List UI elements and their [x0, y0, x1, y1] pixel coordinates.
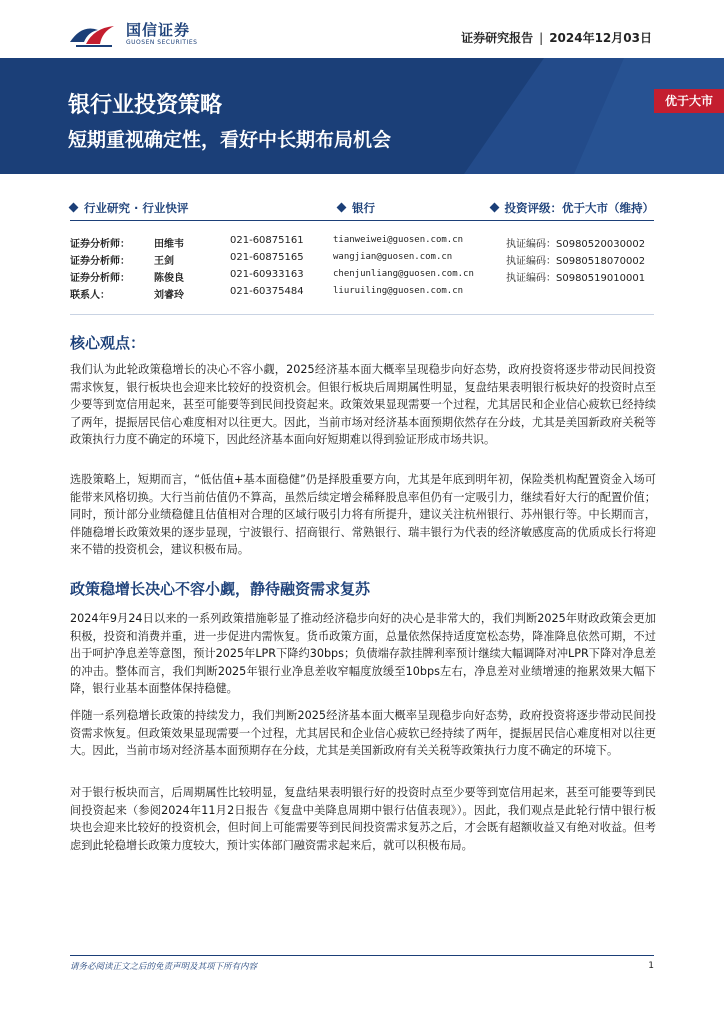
policy-paragraph-1: 2024年9月24日以来的一系列政策措施彰显了推动经济稳步向好的决心是非常大的，我们判断2025年财政政策会更加积极，投资和消费并重，进一步促进内需恢复。货币政策方面，总量依然保持适度宽松态势，降准降息依然可期，不过出于呵护净息差等意图，预计2025年LPR下降约30bps；负债端存款挂牌利率预计继续大幅调降对冲LPR下降对净息差的冲击。整体而言，我们判断2025年银行业净息差收窄幅度放缓至10bps左右，净息差对业绩增速的拖累效果大幅下降，银行业基本面整体保持稳健。	[70, 612, 656, 695]
rating-badge: 优于大市	[654, 89, 724, 113]
analyst-phone: 021-60933163	[230, 269, 304, 280]
policy-paragraph-3: 对于银行板块而言，后周期属性比较明显，复盘结果表明银行好的投资时点至少要等到宽信用起来，甚至可能要等到民间投资起来（参阅2024年11月2日报告《复盘中美降息周期中银行估值表现》）。因此，我们观点是此轮行情中银行板块也会迎来比较好的投资机会，但时间上可能需要等到民间投资需求复苏之后，才会既有超额收益又有绝对收益。但考虑到此轮稳增长政策力度较大，预计实体部门融资需求起来后，就可以积极布局。	[70, 786, 656, 852]
analyst-phone: 021-60875161	[230, 235, 304, 246]
sector-label: 银行	[338, 200, 375, 216]
page-number: 1	[648, 961, 654, 971]
category-row	[70, 200, 654, 216]
disclaimer-notice: 请务必阅读正文之后的免责声明及其项下所有内容	[70, 962, 258, 972]
analyst-role: 证券分析师：	[70, 239, 130, 250]
footer-divider	[70, 955, 654, 956]
analyst-email[interactable]: wangjian@guosen.com.cn	[333, 252, 453, 262]
title-banner	[0, 58, 724, 174]
analyst-cert-code: 执证编码：S0980520030002	[506, 239, 646, 250]
meta-separator: |	[539, 31, 544, 45]
analyst-name: 陈俊良	[154, 273, 184, 284]
analyst-row	[70, 286, 654, 303]
investment-rating: 投资评级：优于大市（维持）	[491, 200, 655, 216]
research-type: 行业研究 · 行业快评	[70, 200, 188, 216]
analyst-row	[70, 269, 654, 286]
analyst-row	[70, 252, 654, 269]
analyst-cert-code: 执证编码：S0980519010001	[506, 273, 646, 284]
diamond-bullet-icon	[489, 203, 499, 213]
logo-english-name: GUOSEN SECURITIES	[126, 38, 198, 46]
analyst-name: 田维韦	[154, 239, 184, 250]
core-view-paragraph-1: 我们认为此轮政策稳增长的决心不容小觑，2025经济基本面大概率呈现稳步向好态势，政府投资将逐步带动民间投资需求恢复，银行板块也会迎来比较好的投资机会。但银行板块后周期属性明显，复盘结果表明银行板块好的投资时点至少要等到宽信用起来，甚至可能要等到民间投资起来。政策效果显现需要一个过程，尤其居民和企业信心疲软已经持续了两年，提振居民信心难度相对以往更大。因此，当前市场对经济基本面预期依然存在分歧，尤其是美国新政府关税等政策执行力度不确定的环境下，因此经济基本面向好短期难以得到验证形成市场共识。	[70, 363, 656, 446]
company-logo	[68, 20, 197, 48]
policy-section-heading: 政策稳增长决心不容小觑，静待融资需求复苏	[70, 580, 371, 598]
report-meta	[461, 29, 652, 46]
diamond-bullet-icon	[69, 203, 79, 213]
contact-name: 刘睿玲	[154, 290, 184, 301]
report-date: 2024年12月03日	[549, 31, 652, 45]
analyst-phone: 021-60875165	[230, 252, 304, 263]
report-subtitle: 短期重视确定性，看好中长期布局机会	[68, 129, 392, 151]
analyst-email[interactable]: tianweiwei@guosen.com.cn	[333, 235, 464, 245]
header-divider	[70, 314, 654, 315]
analyst-table	[70, 235, 654, 303]
report-type: 证券研究报告	[461, 31, 534, 45]
analyst-role: 证券分析师：	[70, 273, 130, 284]
core-view-heading: 核心观点：	[70, 334, 146, 352]
contact-phone: 021-60375484	[230, 286, 304, 297]
core-view-paragraph-2: 选股策略上，短期而言，“低估值+基本面稳健”仍是择股重要方向，尤其是年底到明年初，保险类机构配置资金入场可能带来风格切换。大行当前估值仍不算高，虽然后续定增会稀释股息率但仍有一定吸引力，继续看好大行的配置价值；同时，预计部分业绩稳健且估值相对合理的区域行吸引力将有所提升，建议关注杭州银行、苏州银行等。中长期而言，伴随稳增长政策效果的逐步显现，宁波银行、招商银行、常熟银行、瑞丰银行为代表的经济敏感度高的优质成长行将迎来不错的投资机会，建议积极布局。	[70, 473, 656, 556]
logo-chinese-name: 国信证券	[126, 20, 191, 39]
contact-role: 联系人：	[70, 290, 110, 301]
guosen-logo-icon	[68, 20, 118, 48]
diamond-bullet-icon	[337, 203, 347, 213]
contact-email[interactable]: liuruiling@guosen.com.cn	[333, 286, 464, 296]
report-title: 银行业投资策略	[68, 93, 223, 118]
policy-paragraph-2: 伴随一系列稳增长政策的持续发力，我们判断2025经济基本面大概率呈现稳步向好态势，政府投资将逐步带动民间投资需求恢复。但政策效果显现需要一个过程，尤其居民和企业信心疲软已经持续了两年，提振居民信心难度相对以往更大。因此，当前市场对经济基本面预期存在分歧，尤其是美国新政府有关关税等政策执行力度不确定的环境下。	[70, 709, 656, 757]
analyst-name: 王剑	[154, 256, 174, 267]
banner-decoration	[424, 58, 724, 174]
analyst-row	[70, 235, 654, 252]
analyst-email[interactable]: chenjunliang@guosen.com.cn	[333, 269, 474, 279]
analyst-cert-code: 执证编码：S0980518070002	[506, 256, 646, 267]
analyst-role: 证券分析师：	[70, 256, 130, 267]
category-divider	[70, 220, 654, 221]
